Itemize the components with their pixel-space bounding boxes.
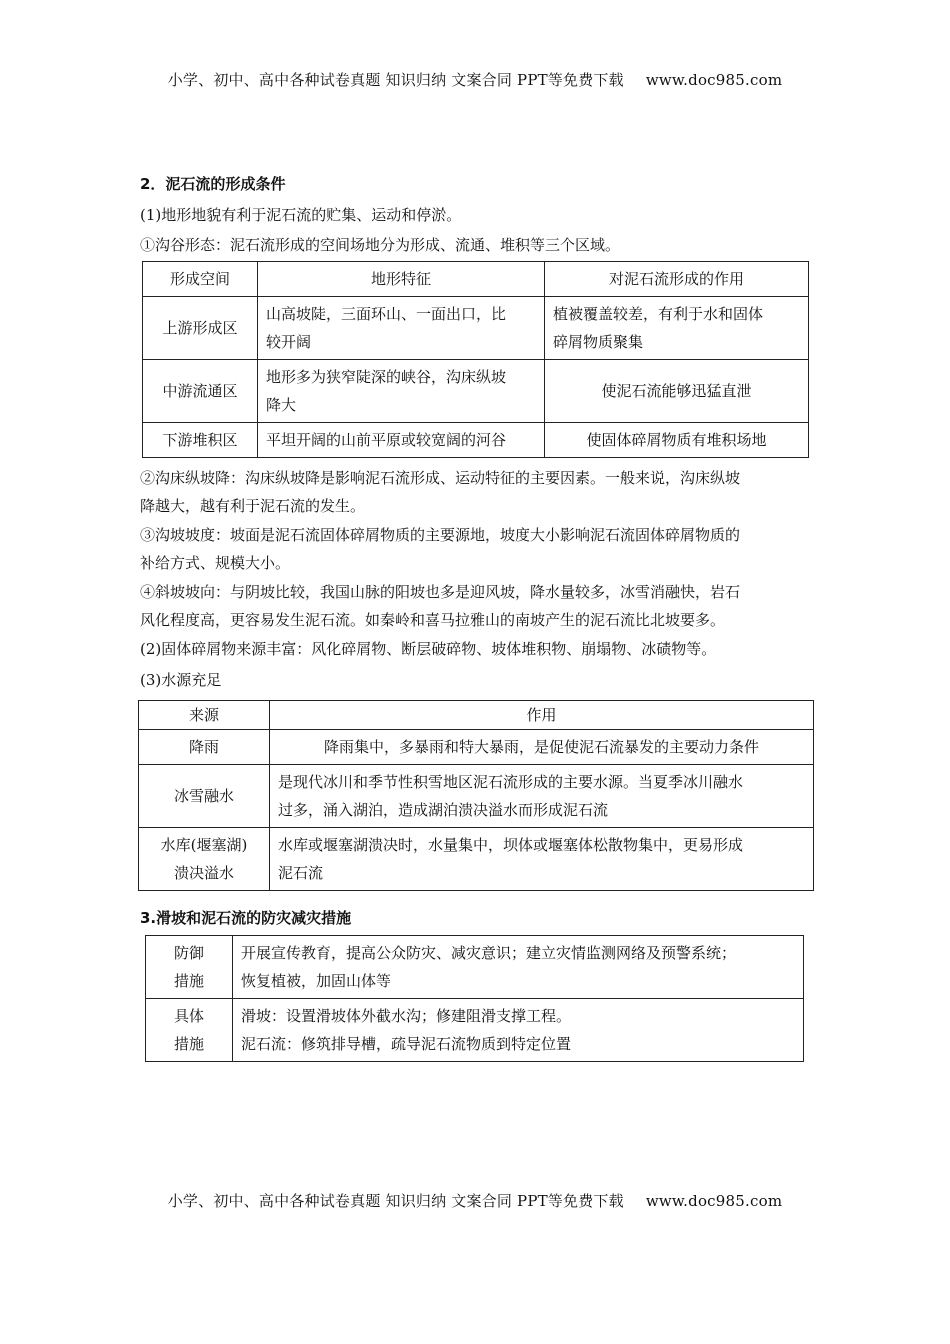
table-header-cell: 形成空间 (143, 262, 258, 297)
terrain-feature: 平坦开阔的山前平原或较宽阔的河谷 (258, 423, 545, 458)
table-row (143, 297, 809, 360)
paragraph-terrain: (1)地形地貌有利于泥石流的贮集、运动和停淤。 (140, 206, 462, 224)
paragraph-gradient-l1: ②沟床纵坡降：沟床纵坡降是影响泥石流形成、运动特征的主要因素。一般来说，沟床纵坡 (140, 469, 741, 487)
footer-url[interactable]: www.doc985.com (645, 1192, 783, 1210)
table-row (139, 828, 814, 891)
terrain-feature (258, 297, 545, 360)
water-source-table (138, 700, 814, 891)
header-url[interactable]: www.doc985.com (645, 71, 783, 89)
paragraph-gradient-l2: 降越大，越有利于泥石流的发生。 (140, 497, 366, 515)
table-header-cell: 来源 (139, 701, 270, 730)
cell-line: 泥石流 (278, 864, 324, 882)
cell-line: 是现代冰川和季节性积雪地区泥石流形成的主要水源。当夏季冰川融水 (278, 773, 744, 791)
cell-line: 碎屑物质聚集 (553, 333, 644, 351)
cell-line: 较开阔 (266, 333, 312, 351)
table-header-cell: 作用 (270, 701, 814, 730)
table-row (146, 999, 804, 1062)
cell-line: 地形多为狭窄陡深的峡谷，沟床纵坡 (266, 368, 507, 386)
table-row (139, 730, 814, 765)
cell-line: 滑坡：设置滑坡体外截水沟；修建阻滑支撑工程。 (241, 1007, 572, 1025)
cell-line: 恢复植被，加固山体等 (241, 972, 392, 990)
cell-line: 措施 (173, 972, 204, 990)
zone-name: 下游堆积区 (143, 423, 258, 458)
paragraph-valley-shape: ①沟谷形态：泥石流形成的空间场地分为形成、流通、堆积等三个区域。 (140, 236, 621, 254)
measure-label (146, 999, 233, 1062)
table-row (139, 765, 814, 828)
cell-line: 防御 (173, 944, 204, 962)
water-source-name (139, 828, 270, 891)
table-row (146, 936, 804, 999)
paragraph-aspect-l2: 风化程度高，更容易发生泥石流。如秦岭和喜马拉雅山的南坡产生的泥石流比北坡要多。 (140, 611, 726, 629)
table-header-cell: 地形特征 (258, 262, 545, 297)
cell-line: 水库(堰塞湖) (160, 836, 248, 854)
water-source-name: 冰雪融水 (139, 765, 270, 828)
footer-text: 小学、初中、高中各种试卷真题 知识归纳 文案合同 PPT等免费下载 (167, 1192, 624, 1210)
prevention-table (145, 935, 804, 1062)
page-footer (0, 1190, 950, 1211)
table-header-cell: 对泥石流形成的作用 (545, 262, 809, 297)
cell-line: 过多，涌入湖泊，造成湖泊溃决溢水而形成泥石流 (278, 801, 609, 819)
cell-line: 溃决溢水 (173, 864, 234, 882)
section-3-title: 3.滑坡和泥石流的防灾减灾措施 (140, 909, 352, 927)
paragraph-slope-l1: ③沟坡坡度：坡面是泥石流固体碎屑物质的主要源地，坡度大小影响泥石流固体碎屑物质的 (140, 526, 741, 544)
paragraph-aspect-l1: ④斜坡坡向：与阴坡比较，我国山脉的阳坡也多是迎风坡，降水量较多，冰雪消融快，岩石 (140, 583, 741, 601)
formation-zones-table (142, 261, 809, 458)
zone-effect (545, 297, 809, 360)
cell-line: 开展宣传教育，提高公众防灾、减灾意识；建立灾情监测网络及预警系统； (241, 944, 737, 962)
water-source-effect: 降雨集中，多暴雨和特大暴雨，是促使泥石流暴发的主要动力条件 (270, 730, 814, 765)
header-text: 小学、初中、高中各种试卷真题 知识归纳 文案合同 PPT等免费下载 (167, 71, 624, 89)
zone-effect: 使泥石流能够迅猛直泄 (545, 360, 809, 423)
zone-name: 上游形成区 (143, 297, 258, 360)
table-row (143, 360, 809, 423)
water-source-name: 降雨 (139, 730, 270, 765)
cell-line: 具体 (173, 1007, 204, 1025)
paragraph-water-source: (3)水源充足 (140, 671, 222, 689)
water-source-effect (270, 828, 814, 891)
table-header-row (143, 262, 809, 297)
water-source-effect (270, 765, 814, 828)
measure-label (146, 936, 233, 999)
measure-content (233, 936, 804, 999)
table-row (143, 423, 809, 458)
paragraph-debris-source: (2)固体碎屑物来源丰富：风化碎屑物、断层破碎物、坡体堆积物、崩塌物、冰碛物等。 (140, 640, 717, 658)
cell-line: 水库或堰塞湖溃决时，水量集中，坝体或堰塞体松散物集中，更易形成 (278, 836, 744, 854)
cell-line: 植被覆盖较差，有利于水和固体 (553, 305, 764, 323)
zone-name: 中游流通区 (143, 360, 258, 423)
cell-line: 泥石流：修筑排导槽，疏导泥石流物质到特定位置 (241, 1035, 572, 1053)
terrain-feature (258, 360, 545, 423)
measure-content (233, 999, 804, 1062)
table-header-row (139, 701, 814, 730)
page-header (0, 69, 950, 90)
cell-line: 山高坡陡，三面环山、一面出口，比 (266, 305, 507, 323)
paragraph-slope-l2: 补给方式、规模大小。 (140, 554, 291, 572)
cell-line: 降大 (266, 396, 297, 414)
section-2-title: 2．泥石流的形成条件 (140, 175, 286, 193)
cell-line: 措施 (173, 1035, 204, 1053)
zone-effect: 使固体碎屑物质有堆积场地 (545, 423, 809, 458)
